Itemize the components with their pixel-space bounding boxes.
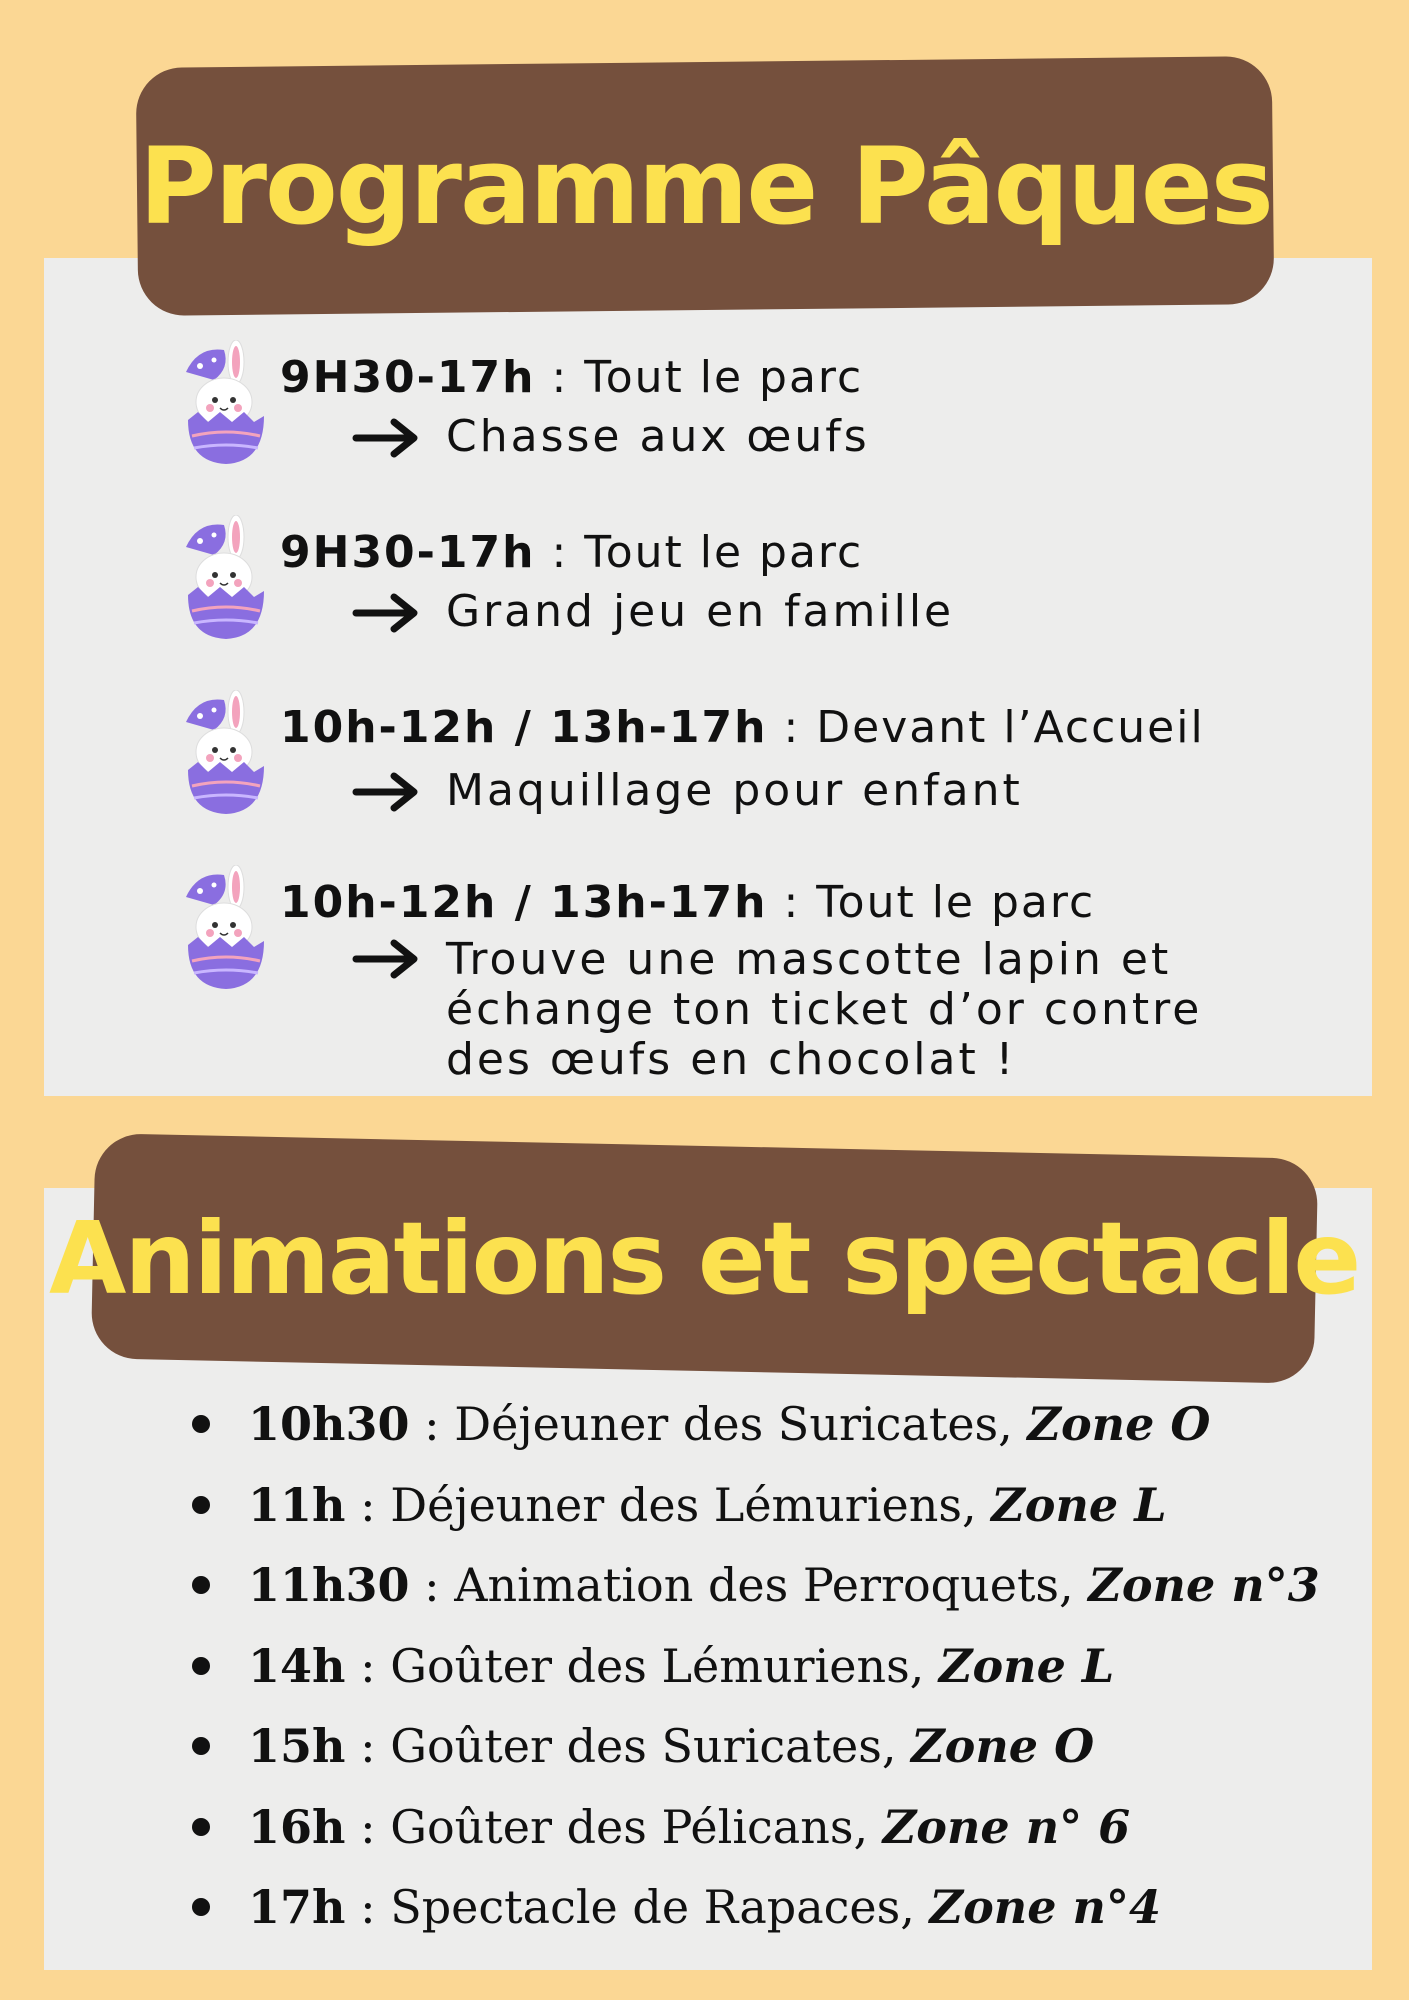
event-location: : Tout le parc	[783, 877, 1096, 928]
event-description: Maquillage pour enfant	[446, 765, 1023, 816]
bullet-icon	[192, 1496, 210, 1514]
event-time: 9H30-17h	[280, 527, 536, 578]
bunny-in-egg-icon	[180, 690, 272, 818]
list-item: 10h30 : Déjeuner des Suricates, Zone O	[180, 1384, 1320, 1465]
list-item: 11h : Déjeuner des Lémuriens, Zone L	[180, 1465, 1320, 1546]
program-title: Programme Pâques	[138, 124, 1272, 248]
arrow-right-icon	[352, 593, 422, 633]
event-description: Chasse aux œufs	[446, 411, 870, 462]
event-location: : Tout le parc	[551, 352, 864, 403]
event-time: 10h-12h / 13h-17h	[280, 702, 768, 753]
bullet-icon	[192, 1818, 210, 1836]
bullet-icon	[192, 1657, 210, 1675]
bunny-in-egg-icon	[180, 865, 272, 993]
event-heading	[280, 525, 863, 581]
event-heading	[280, 350, 863, 406]
program-banner	[136, 56, 1275, 316]
list-item: 14h : Goûter des Lémuriens, Zone L	[180, 1626, 1320, 1707]
animations-title: Animations et spectacle	[49, 1200, 1360, 1317]
list-item: 16h : Goûter des Pélicans, Zone n° 6	[180, 1787, 1320, 1868]
bullet-icon	[192, 1737, 210, 1755]
arrow-right-icon	[352, 418, 422, 458]
bunny-in-egg-icon	[180, 340, 272, 468]
event-time: 10h-12h / 13h-17h	[280, 877, 768, 928]
event-description: Trouve une mascotte lapin et échange ton ticket d’or contre des œufs en chocolat !	[446, 934, 1203, 1085]
event-time: 9H30-17h	[280, 352, 536, 403]
event-heading	[280, 700, 1205, 756]
event-description: Grand jeu en famille	[446, 586, 955, 637]
bunny-in-egg-icon	[180, 515, 272, 643]
bullet-icon	[192, 1415, 210, 1433]
event-location: : Devant l’Accueil	[783, 702, 1205, 753]
animations-banner	[49, 1133, 1360, 1384]
list-item: 17h : Spectacle de Rapaces, Zone n°4	[180, 1867, 1320, 1948]
event-heading	[280, 875, 1095, 931]
bullet-icon	[192, 1898, 210, 1916]
event-location: : Tout le parc	[551, 527, 864, 578]
arrow-right-icon	[352, 939, 422, 979]
list-item: 15h : Goûter des Suricates, Zone O	[180, 1706, 1320, 1787]
bullet-icon	[192, 1576, 210, 1594]
animations-list	[180, 1384, 1320, 1948]
arrow-right-icon	[352, 772, 422, 812]
list-item: 11h30 : Animation des Perroquets, Zone n°3	[180, 1545, 1320, 1626]
